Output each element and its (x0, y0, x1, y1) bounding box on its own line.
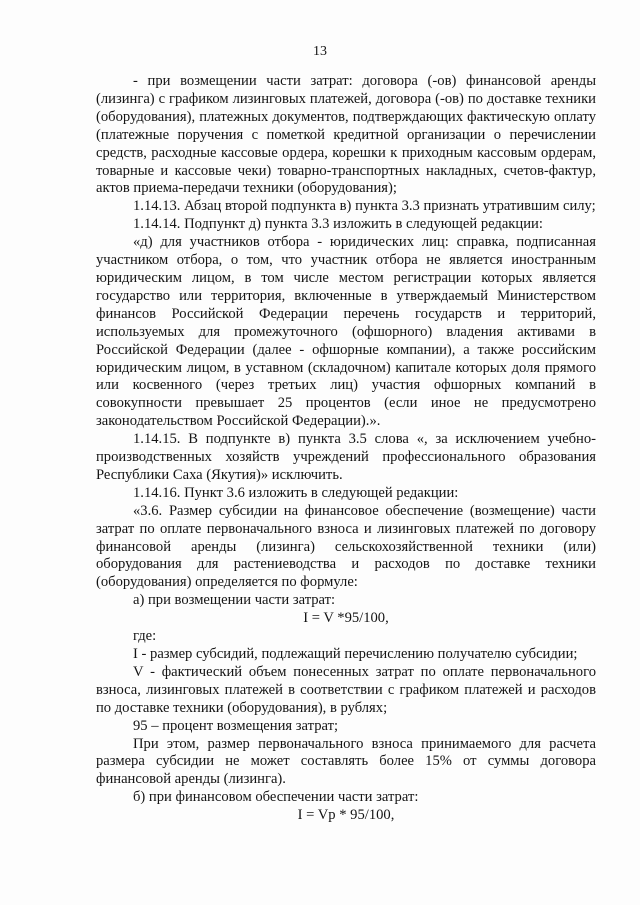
definition-v: V - фактический объем понесенных затрат по оплате первоначального взноса, лизинговых платежей в соответствии с графиком платежей и расходов по доставке техники (оборудования), в рублях; (96, 663, 596, 716)
paragraph-initial-payment: При этом, размер первоначального взноса принимаемого для расчета размера субсидии не может составлять более 15% от суммы договора финансовой аренды (лизинга). (96, 735, 596, 788)
paragraph-1-14-16: 1.14.16. Пункт 3.6 изложить в следующей редакции: (133, 484, 459, 501)
formula-b: I = Vp * 95/100, (297, 807, 395, 824)
paragraph-leasing-documents: - при возмещении части затрат: договора (-ов) финансовой аренды (лизинга) с графиком лизинговых платежей, договора (-ов) по доставке техники (оборудования), платежных документов, подтверждающих фактическую оплату (платежные поручения с пометкой кредитной организации о перечислении средств, расходные кассовые ордера, корешки к приходным кассовым ордерам, товарные и кассовые чеки) товарно-транспортных накладных, счетов-фактур, актов приема-передачи техники (оборудования); (96, 73, 596, 197)
paragraph-case-b: б) при финансовом обеспечении части затрат: (133, 789, 419, 806)
paragraph-1-14-15: 1.14.15. В подпункте в) пункта 3.5 слова «, за исключением учебно-производственных хозяйств учреждений профессионального образования Республики Саха (Якутия)» исключить. (96, 431, 596, 483)
page-number: 13 (313, 44, 327, 59)
paragraph-1-14-13: 1.14.13. Абзац второй подпункта в) пункта 3.3 признать утратившим силу; (133, 198, 596, 215)
definition-i: I - размер субсидий, подлежащий перечислению получателю субсидии; (133, 646, 578, 662)
where-label: где: (133, 628, 157, 645)
document-body (96, 73, 596, 825)
paragraph-subpoint-d: «д) для участников отбора - юридических лиц: справка, подписанная участником отбора, о том, что участник отбора не является иностранным юридическим лицом, в том числе местом регистрации которых является государство или территория, включенные в утверждаемый Министерством финансов Российской Федерации перечень государств и территорий, используемых для промежуточного (офшорного) владения активами в Российской Федерации (далее - офшорные компании), а также российским юридическим лицом, в уставном (складочном) капитале которых доля прямого или косвенного (через третьих лиц) участия офшорных компаний в совокупности превышает 25 процентов (если иное не предусмотрено законодательством Российской Федерации).». (96, 234, 596, 430)
formula-a: I = V *95/100, (303, 610, 389, 627)
paragraph-case-a: а) при возмещении части затрат: (133, 592, 336, 609)
paragraph-1-14-14: 1.14.14. Подпункт д) пункта 3.3 изложить в следующей редакции: (133, 216, 543, 233)
definition-95: 95 – процент возмещения затрат; (133, 717, 339, 734)
paragraph-3-6: «3.6. Размер субсидии на финансовое обеспечение (возмещение) части затрат по оплате первоначального взноса и лизинговых платежей по договору финансовой аренды (лизинга) сельскохозяйственной техники (или) оборудования для растениеводства и расходов по доставке техники (оборудования) определяется по формуле: (96, 502, 596, 591)
